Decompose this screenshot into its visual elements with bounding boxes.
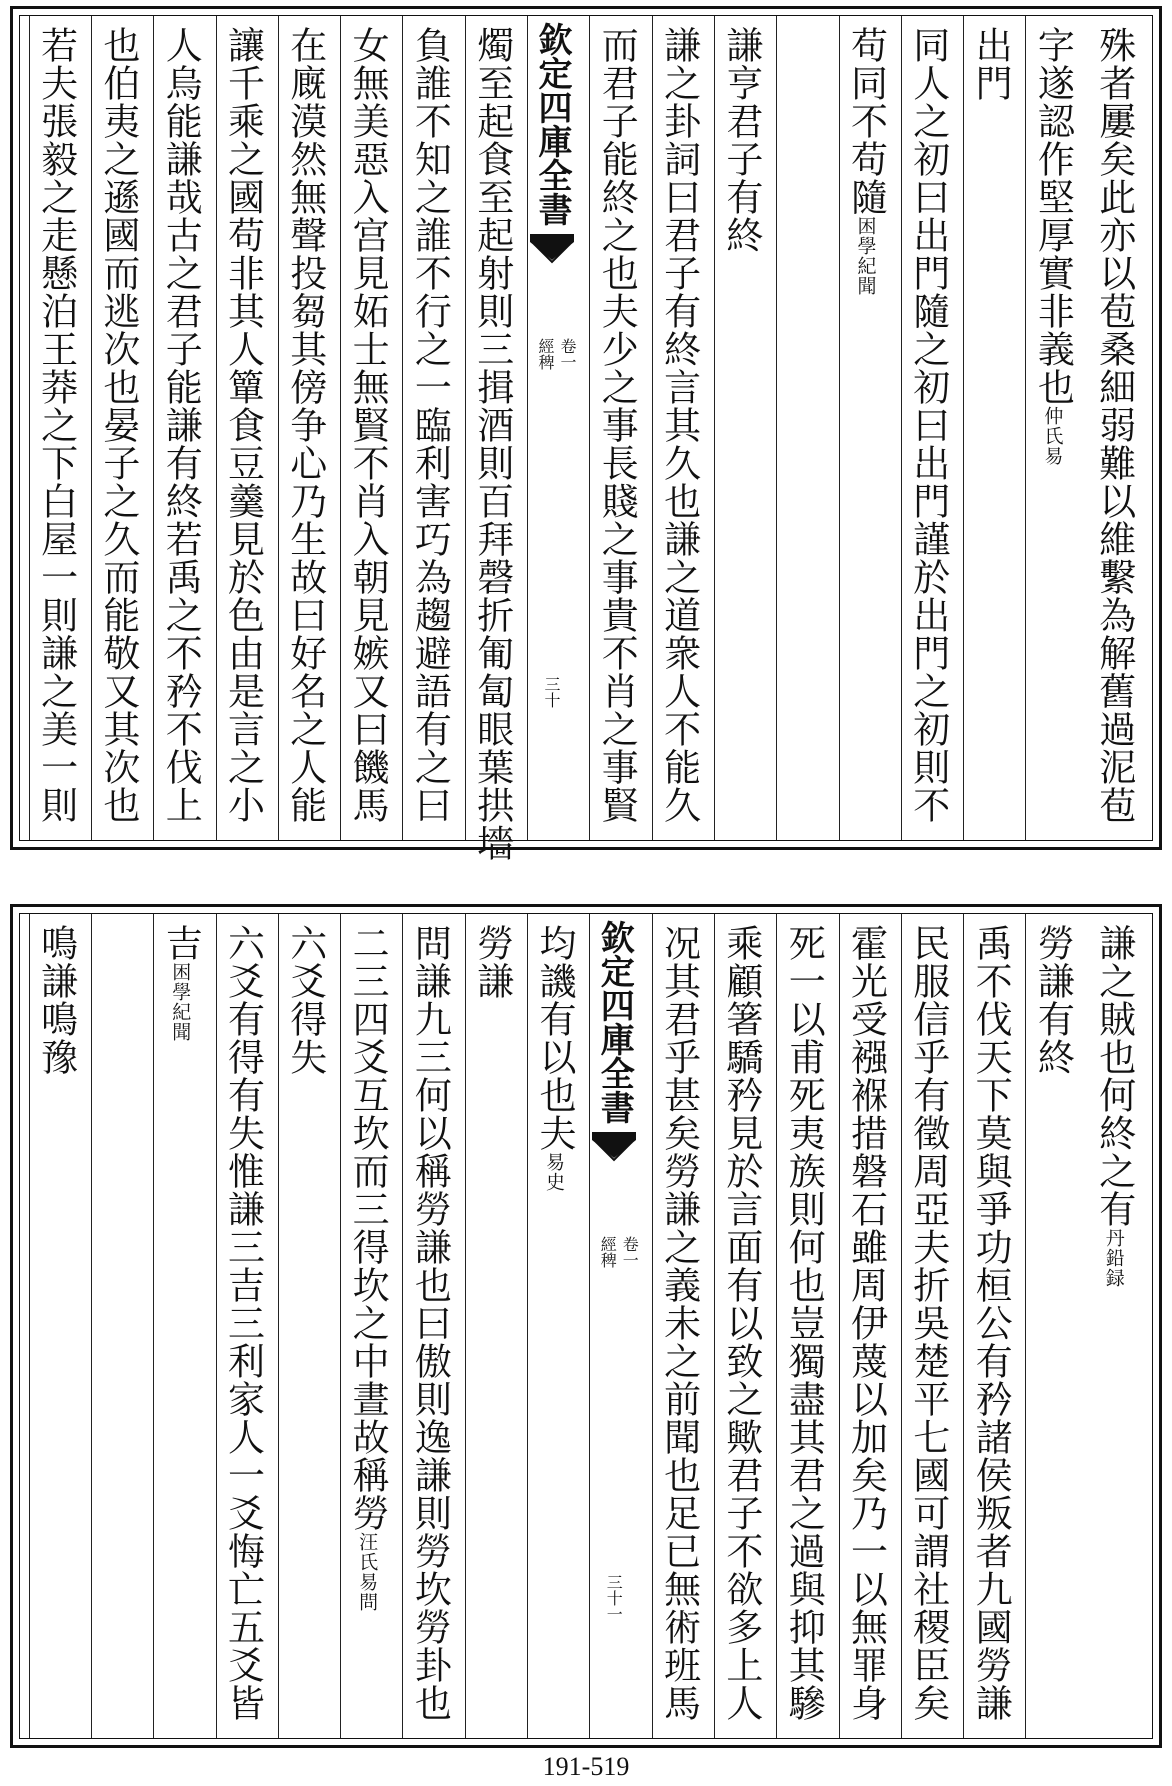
main-text: 女無美惡入宫見妬士無賢不肖入朝見嫉又曰饑馬 — [346, 26, 390, 824]
text-column — [652, 914, 714, 1738]
column-text — [159, 924, 203, 1042]
collection-title: 欽定四庫全書 — [594, 920, 635, 1124]
main-text: 字遂認作堅厚實非義也 — [1031, 26, 1075, 406]
text-column — [278, 914, 340, 1738]
column-text — [1031, 924, 1075, 1076]
top-page-frame — [19, 15, 1153, 862]
main-text: 若夫張毅之走懸泊王莽之下白屋一則謙之美一則 — [34, 26, 78, 824]
column-text — [846, 26, 886, 296]
fishtail-mark-icon — [592, 1132, 636, 1166]
main-text: 出門 — [969, 26, 1013, 102]
text-column — [901, 914, 963, 1738]
source-note: 汪氏易問 — [356, 1532, 379, 1612]
column-text — [285, 924, 325, 1076]
column-text — [595, 26, 639, 824]
column-text — [969, 924, 1013, 1722]
book-title: 經稗 — [536, 338, 555, 370]
text-column — [153, 16, 215, 840]
column-text — [285, 26, 325, 824]
text-column — [1088, 914, 1150, 1738]
text-column — [776, 914, 838, 1738]
column-text — [782, 924, 826, 1722]
top-page — [10, 6, 1162, 862]
main-text: 也伯夷之遜國而逃次也晏子之久而能敬又其次也 — [96, 26, 140, 824]
main-text: 謙之賊也何終之有 — [1092, 924, 1136, 1228]
main-text: 勞謙有終 — [1031, 924, 1075, 1076]
source-note: 丹鉛録 — [1102, 1228, 1125, 1288]
folio-number: 三十 — [542, 676, 561, 708]
text-column — [216, 16, 278, 840]
column-text — [659, 26, 699, 824]
text-column — [465, 914, 527, 1738]
text-column — [652, 16, 714, 840]
column-text — [98, 26, 138, 824]
source-note: 仲氏易 — [1041, 406, 1064, 466]
source-note: 困學紀聞 — [169, 962, 192, 1042]
bottom-page-frame — [19, 913, 1153, 1739]
main-text: 乘顧箸驕矜見於言面有以致之歟君子不欲多上人 — [719, 924, 763, 1722]
book-title: 經稗 — [598, 1236, 618, 1268]
column-text — [1094, 26, 1134, 824]
text-column — [963, 914, 1025, 1738]
column-text — [908, 924, 948, 1722]
column-text — [36, 924, 76, 1076]
juan-label: 卷一 — [558, 338, 577, 370]
text-column — [589, 16, 651, 840]
main-text: 人烏能謙哉古之君子能謙有終若禹之不矜不伐上 — [159, 26, 203, 824]
text-column — [527, 914, 589, 1738]
column-text — [1094, 924, 1134, 1288]
column-text — [36, 26, 76, 824]
main-text: 均譏有以也夫 — [533, 924, 576, 1152]
main-text: 殊者屢矣此亦以苞桑細弱難以維繫為解舊過泥苞 — [1092, 26, 1136, 824]
text-column — [714, 16, 776, 840]
main-text: 同人之初曰出門隨之初曰出門謹於出門之初則不 — [906, 26, 950, 824]
text-column — [1025, 16, 1087, 840]
text-column — [216, 914, 278, 1738]
column-text — [969, 26, 1013, 102]
main-text: 民服信乎有徵周亞夫折吳楚平七國可謂社稷臣矣 — [906, 924, 950, 1722]
main-text: 禹不伐天下莫與爭功桓公有矜諸侯叛者九國勞謙 — [969, 924, 1013, 1722]
text-column — [340, 914, 402, 1738]
text-column — [340, 16, 402, 840]
main-text: 二三四爻互坎而三得坎之中晝故稱勞 — [346, 924, 390, 1532]
column-text — [159, 26, 203, 824]
column-text — [408, 924, 452, 1722]
main-text: 在廐漠然無聲投芻其傍争心乃生故曰好名之人能 — [283, 26, 327, 824]
column-text — [472, 924, 512, 1000]
main-text: 吉 — [159, 924, 203, 962]
column-text — [223, 26, 263, 824]
column-text — [846, 924, 886, 1722]
collection-title: 欽定四庫全書 — [532, 22, 572, 226]
bottom-page — [10, 904, 1162, 1748]
main-text: 六爻得失 — [283, 924, 327, 1076]
column-text — [408, 26, 452, 824]
text-column — [901, 16, 963, 840]
text-column — [29, 16, 91, 840]
main-text: 燭至起食至起射則三揖酒則百拜磬折匍匐眼葉拱墻 — [470, 26, 514, 862]
fishtail-mark-icon — [530, 234, 574, 268]
column-text — [908, 26, 948, 824]
main-text: 死一以甫死夷族則何也豈獨盡其君之過與抑其驂 — [782, 924, 826, 1722]
main-text: 而君子能終之也夫少之事長賤之事貴不肖之事賢 — [595, 26, 639, 824]
juan-label: 卷一 — [620, 1236, 640, 1268]
folio-number: 三十一 — [604, 1574, 624, 1622]
source-note: 易史 — [543, 1152, 565, 1192]
main-text: 謙亨君子有終 — [719, 26, 763, 254]
column-header — [589, 914, 651, 1738]
main-text: 鳴謙鳴豫 — [34, 924, 78, 1076]
column-text — [346, 26, 390, 824]
text-column — [776, 16, 838, 840]
text-column — [153, 914, 215, 1738]
main-text: 問謙九三何以稱勞謙也曰傲則逸謙則勞坎勞卦也 — [408, 924, 452, 1722]
column-text — [721, 26, 761, 254]
main-text: 况其君乎甚矣勞謙之義未之前聞也足已無術班馬 — [657, 924, 701, 1722]
main-text: 霍光受襁褓措磐石雖周伊蔑以加矣乃一以無罪身 — [844, 924, 888, 1722]
column-text — [659, 924, 699, 1722]
text-column — [1025, 914, 1087, 1738]
text-column — [714, 914, 776, 1738]
source-note: 困學紀聞 — [854, 216, 877, 296]
text-column — [839, 914, 901, 1738]
main-text: 苟同不苟隨 — [844, 26, 888, 216]
text-column — [402, 16, 464, 840]
text-column — [1088, 16, 1150, 840]
column-text — [472, 26, 512, 862]
main-text: 勞謙 — [470, 924, 514, 1000]
main-text: 謙之卦詞曰君子有終言其久也謙之道衆人不能久 — [657, 26, 701, 824]
text-column — [839, 16, 901, 840]
column-text — [534, 924, 574, 1192]
column-header — [527, 16, 589, 840]
text-column — [278, 16, 340, 840]
text-column — [29, 914, 91, 1738]
page-number: 191-519 — [542, 1752, 630, 1781]
main-text: 讓千乘之國苟非其人簞食豆羹見於色由是言之小 — [221, 26, 265, 824]
main-text: 六爻有得有失惟謙三吉三利家人一爻悔亡五爻皆 — [221, 924, 265, 1722]
text-column — [402, 914, 464, 1738]
text-column — [91, 16, 153, 840]
text-column — [91, 914, 153, 1738]
main-text: 負誰不知之誰不行之一臨利害巧為趨避語有之曰 — [408, 26, 452, 824]
column-text — [223, 924, 263, 1722]
column-text — [346, 924, 390, 1612]
column-text — [1031, 26, 1075, 466]
text-column — [963, 16, 1025, 840]
column-text — [721, 924, 761, 1722]
text-column — [465, 16, 527, 862]
